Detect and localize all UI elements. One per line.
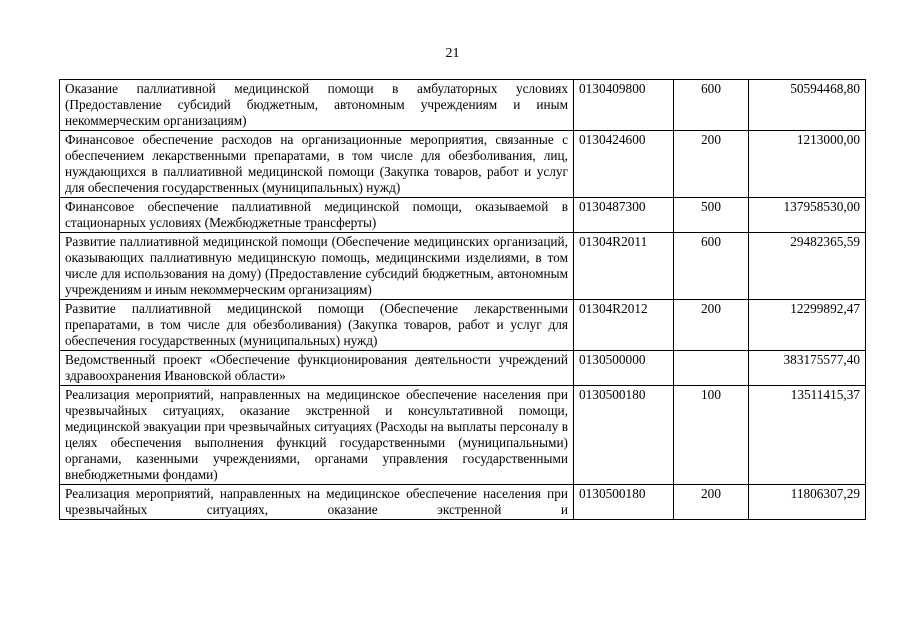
- table-row: [60, 351, 866, 386]
- target-article-code: 0130424600: [574, 131, 674, 198]
- table-row: [60, 485, 866, 520]
- target-article-code: 01304R2011: [574, 233, 674, 300]
- expense-type-code: 500: [674, 198, 749, 233]
- amount: 11806307,29: [749, 485, 866, 520]
- row-description: Развитие паллиативной медицинской помощи (Обеспечение медицинских организаций, оказывающих паллиативную медицинскую помощь, медицинскими изделиями, в том числе для использования на дому) (Предоставление субсидий бюджетным, автономным учреждениям и иным некоммерческим организациям): [60, 233, 574, 300]
- row-description: Развитие паллиативной медицинской помощи (Обеспечение лекарственными препаратами, в том числе для обезболивания) (Закупка товаров, работ и услуг для обеспечения государственных (муниципальных) нужд): [60, 300, 574, 351]
- row-description: Ведомственный проект «Обеспечение функционирования деятельности учреждений здравоохранения Ивановской области»: [60, 351, 574, 386]
- row-description: Финансовое обеспечение расходов на организационные мероприятия, связанные с обеспечением лекарственными препаратами, в том числе для обезболивания, лиц, нуждающихся в паллиативной медицинской помощи (Закупка товаров, работ и услуг для обеспечения государственных (муниципальных) нужд): [60, 131, 574, 198]
- table-row: [60, 80, 866, 131]
- amount: 12299892,47: [749, 300, 866, 351]
- table-row: [60, 386, 866, 485]
- expense-type-code: 600: [674, 80, 749, 131]
- target-article-code: 0130409800: [574, 80, 674, 131]
- target-article-code: 0130500180: [574, 485, 674, 520]
- target-article-code: 01304R2012: [574, 300, 674, 351]
- target-article-code: 0130487300: [574, 198, 674, 233]
- expense-type-code: 200: [674, 485, 749, 520]
- amount: 13511415,37: [749, 386, 866, 485]
- row-description: Оказание паллиативной медицинской помощи в амбулаторных условиях (Предоставление субсидий бюджетным, автономным учреждениям и иным некоммерческим организациям): [60, 80, 574, 131]
- expense-type-code: 200: [674, 131, 749, 198]
- page-number: 21: [445, 46, 460, 61]
- budget-table: [59, 79, 866, 520]
- amount: 1213000,00: [749, 131, 866, 198]
- amount: 29482365,59: [749, 233, 866, 300]
- table-row: [60, 198, 866, 233]
- expense-type-code: [674, 351, 749, 386]
- target-article-code: 0130500000: [574, 351, 674, 386]
- row-description: Реализация мероприятий, направленных на медицинское обеспечение населения при чрезвычайных ситуациях, оказание экстренной и консультативной помощи, медицинской эвакуации при чрезвычайных ситуациях (Расходы на выплаты персоналу в целях обеспечения выполнения функций государственными (муниципальными) органами, казенными учреждениями, органами управления государственными внебюджетными фондами): [60, 386, 574, 485]
- amount: 383175577,40: [749, 351, 866, 386]
- expense-type-code: 100: [674, 386, 749, 485]
- table-row: [60, 300, 866, 351]
- expense-type-code: 200: [674, 300, 749, 351]
- target-article-code: 0130500180: [574, 386, 674, 485]
- table-row: [60, 233, 866, 300]
- amount: 50594468,80: [749, 80, 866, 131]
- row-description: Финансовое обеспечение паллиативной медицинской помощи, оказываемой в стационарных условиях (Межбюджетные трансферты): [60, 198, 574, 233]
- expense-type-code: 600: [674, 233, 749, 300]
- row-description: Реализация мероприятий, направленных на медицинское обеспечение населения при чрезвычайных ситуациях, оказание экстренной и: [60, 485, 574, 520]
- table-row: [60, 131, 866, 198]
- amount: 137958530,00: [749, 198, 866, 233]
